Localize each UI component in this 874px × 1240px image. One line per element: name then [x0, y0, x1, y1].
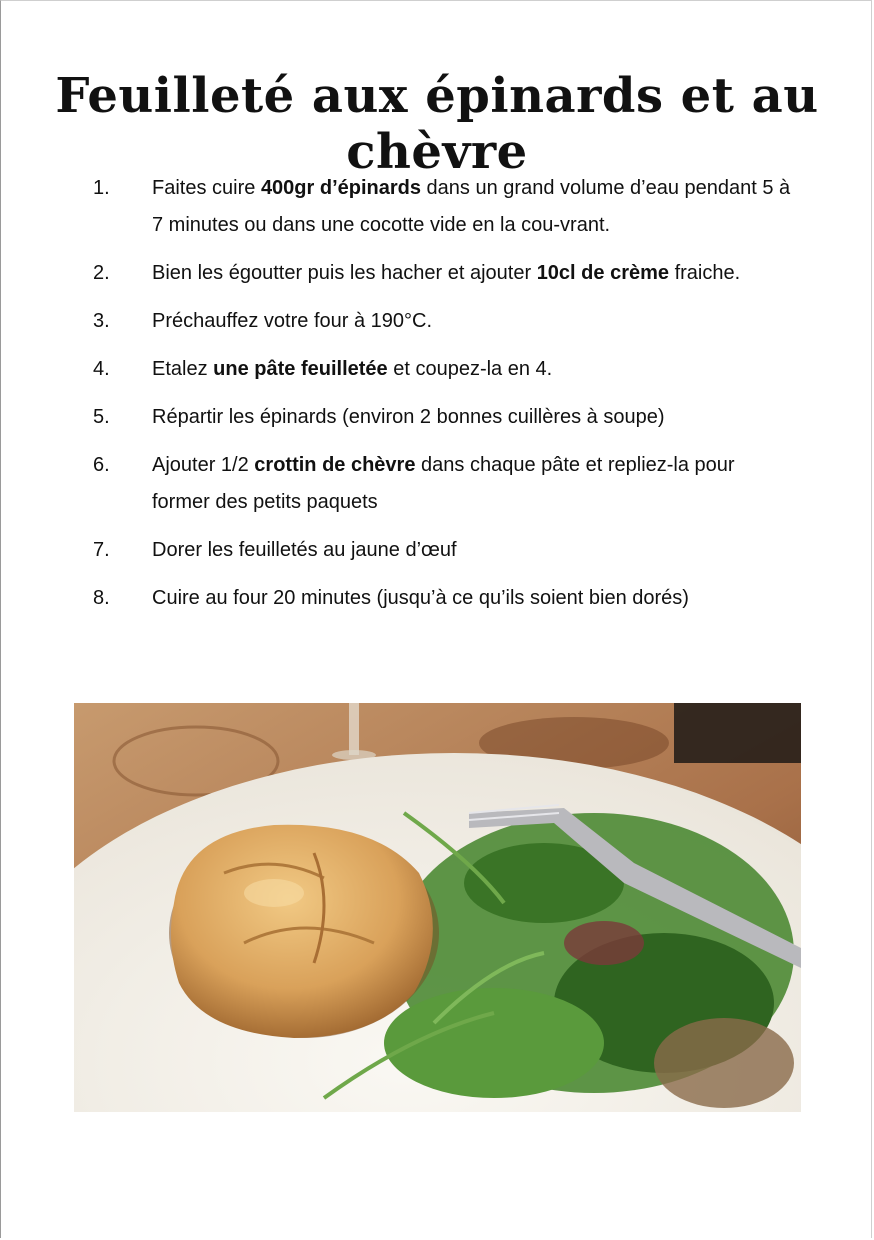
step-ingredient: 10cl de crème	[536, 262, 670, 284]
step-text: Dorer les feuilletés au jaune d’œuf	[152, 539, 457, 561]
dish-photo	[74, 703, 801, 1112]
dish-photo-illustration	[74, 703, 801, 1112]
step-number: 8.	[93, 587, 110, 609]
step-number: 2.	[93, 262, 110, 284]
step-number: 6.	[93, 454, 110, 476]
recipe-step	[0, 351, 792, 388]
recipe-step	[0, 532, 792, 569]
step-text: et coupez-la en 4.	[387, 358, 553, 380]
recipe-step	[0, 447, 792, 521]
recipe-step	[0, 399, 792, 436]
step-text: dans un grand volume d’eau pendant 5 à 7 minutes ou dans une cocotte vide en la cou-vrant.	[152, 177, 791, 236]
step-number: 7.	[93, 539, 110, 561]
step-number: 5.	[93, 406, 110, 428]
recipe-steps	[0, 170, 874, 628]
step-number: 3.	[93, 310, 110, 332]
step-text: dans chaque pâte et repliez-la pour former des petits paquets	[152, 454, 735, 513]
recipe-step	[0, 170, 792, 244]
step-ingredient: une pâte feuilletée	[213, 358, 388, 380]
step-ingredient: 400gr d’épinards	[260, 177, 421, 199]
step-number: 1.	[93, 177, 110, 199]
recipe-step	[0, 303, 792, 340]
step-text: Faites cuire	[152, 177, 261, 199]
recipe-step	[0, 580, 792, 617]
step-number: 4.	[93, 358, 110, 380]
step-text: Répartir les épinards (environ 2 bonnes cuillères à soupe)	[152, 406, 665, 428]
step-text: Etalez	[152, 358, 214, 380]
step-text: Préchauffez votre four à 190°C.	[152, 310, 433, 332]
step-text: Ajouter 1/2	[152, 454, 255, 476]
step-text: fraiche.	[669, 262, 741, 284]
step-text: Cuire au four 20 minutes (jusqu’à ce qu’ils soient bien dorés)	[152, 587, 689, 609]
step-ingredient: crottin de chèvre	[254, 454, 416, 476]
step-text: Bien les égoutter puis les hacher et ajouter	[152, 262, 537, 284]
page-title: Feuilleté aux épinards et au chèvre	[55, 68, 819, 180]
feuillete-pastry	[169, 825, 439, 1038]
recipe-step	[0, 255, 792, 292]
